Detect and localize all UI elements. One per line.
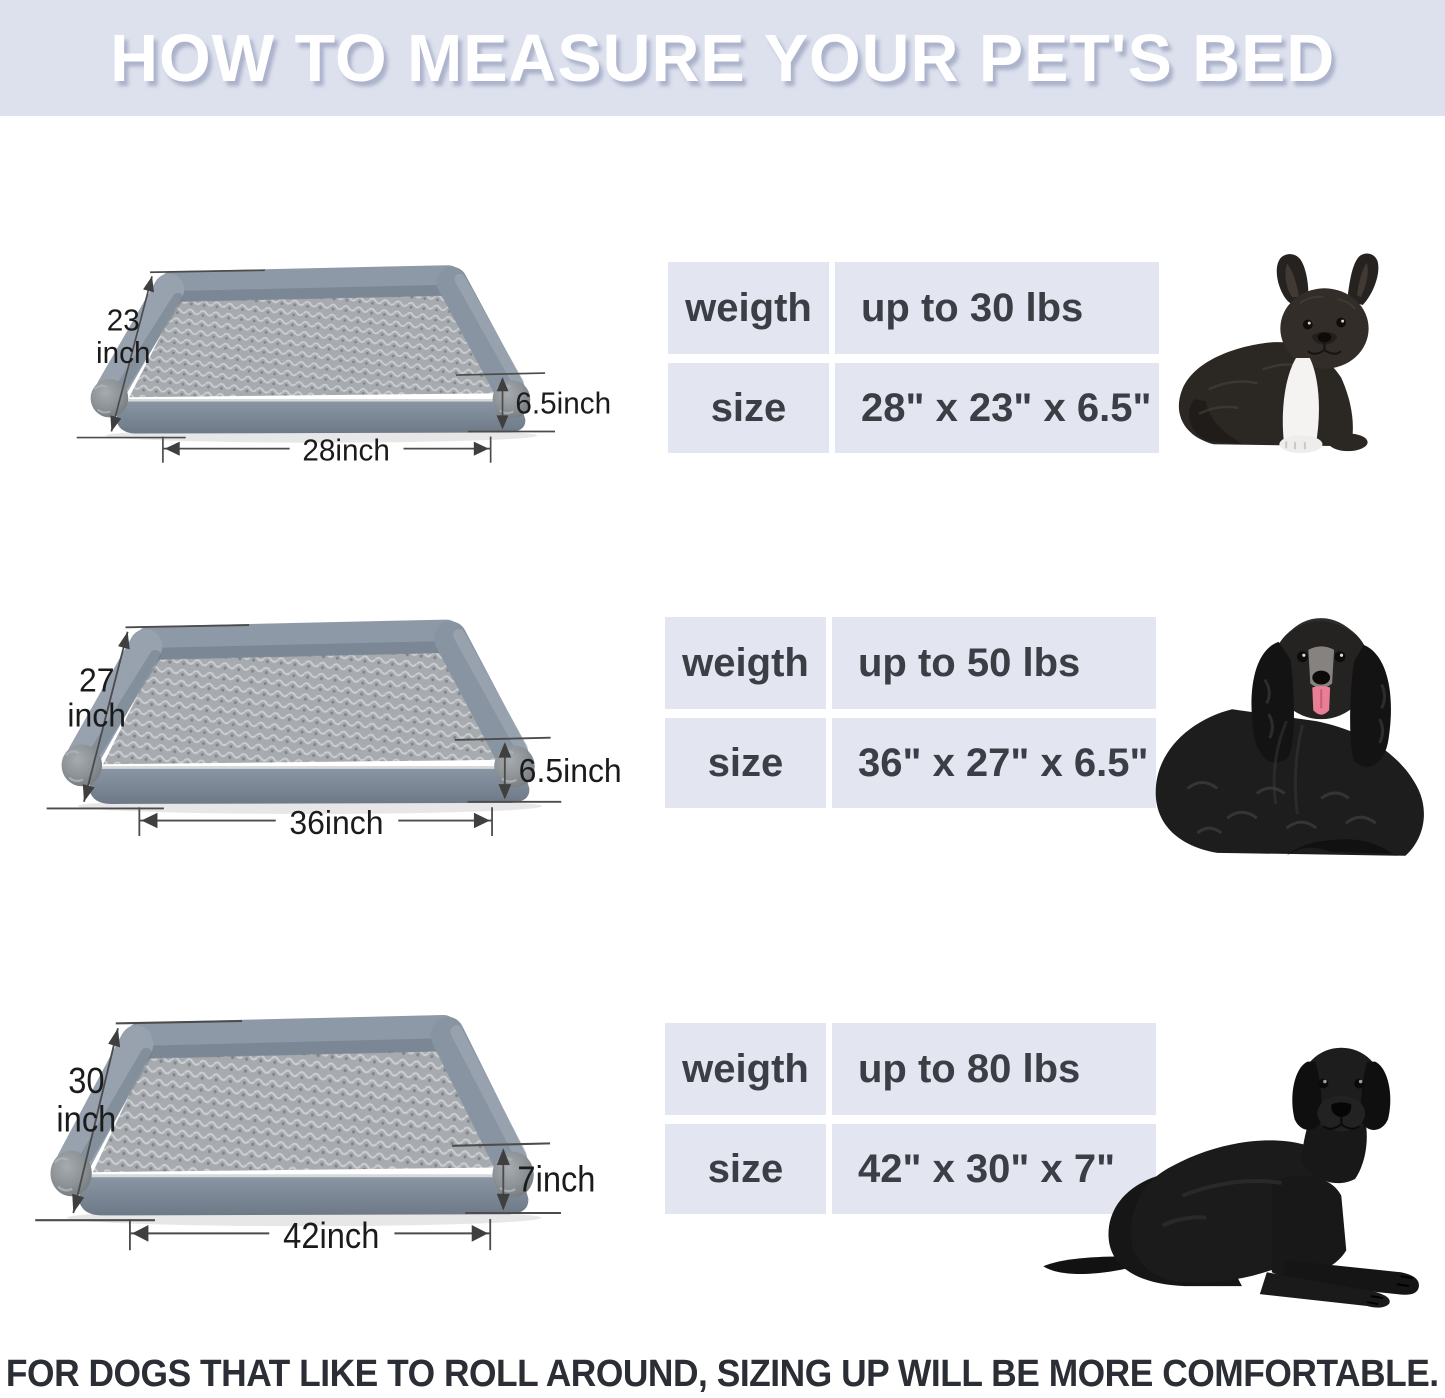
depth-value-label: 23: [106, 304, 140, 338]
height-label: 6.5inch: [515, 387, 612, 421]
size-value-cell: 28" x 23" x 6.5": [835, 363, 1159, 453]
black-labrador-image: [1032, 1012, 1442, 1310]
size-label-cell: size: [668, 363, 829, 453]
footer-note: FOR DOGS THAT LIKE TO ROLL AROUND, SIZING UP WILL BE MORE COMFORTABLE.: [6, 1352, 1439, 1395]
weight-label-cell: weigth: [665, 617, 826, 709]
depth-unit-label: inch: [67, 697, 127, 734]
depth-value-label: 30: [68, 1061, 105, 1102]
width-label: 42inch: [283, 1216, 380, 1257]
weight-label-cell: weigth: [665, 1023, 826, 1115]
weight-value-cell: up to 80 lbs: [832, 1023, 1156, 1115]
size-value-cell: 36" x 27" x 6.5": [832, 718, 1156, 808]
bed-illustration-medium: [20, 592, 670, 868]
bed-illustration-large: [8, 985, 672, 1285]
french-bulldog-image: [1152, 252, 1442, 458]
size-label-cell: size: [665, 718, 826, 808]
depth-unit-label: inch: [96, 336, 151, 371]
height-label: 7inch: [517, 1159, 596, 1200]
width-label: 36inch: [289, 804, 384, 841]
size-label-cell: size: [665, 1124, 826, 1214]
bed-illustration-small: [52, 240, 656, 492]
size-value-cell: 42" x 30" x 7": [832, 1124, 1156, 1214]
weight-label-cell: weigth: [668, 262, 829, 354]
cocker-spaniel-image: [1138, 590, 1445, 878]
height-label: 6.5inch: [518, 752, 622, 790]
depth-value-label: 27: [78, 661, 115, 699]
weight-value-cell: up to 50 lbs: [832, 617, 1156, 709]
page-title: HOW TO MEASURE YOUR PET'S BED: [109, 20, 1336, 96]
header-banner: [0, 0, 1445, 116]
depth-unit-label: inch: [56, 1099, 117, 1140]
footer: [0, 1350, 1445, 1398]
width-label: 28inch: [302, 434, 390, 468]
size-table: [668, 262, 1159, 453]
size-table: [665, 617, 1156, 808]
weight-value-cell: up to 30 lbs: [835, 262, 1159, 354]
